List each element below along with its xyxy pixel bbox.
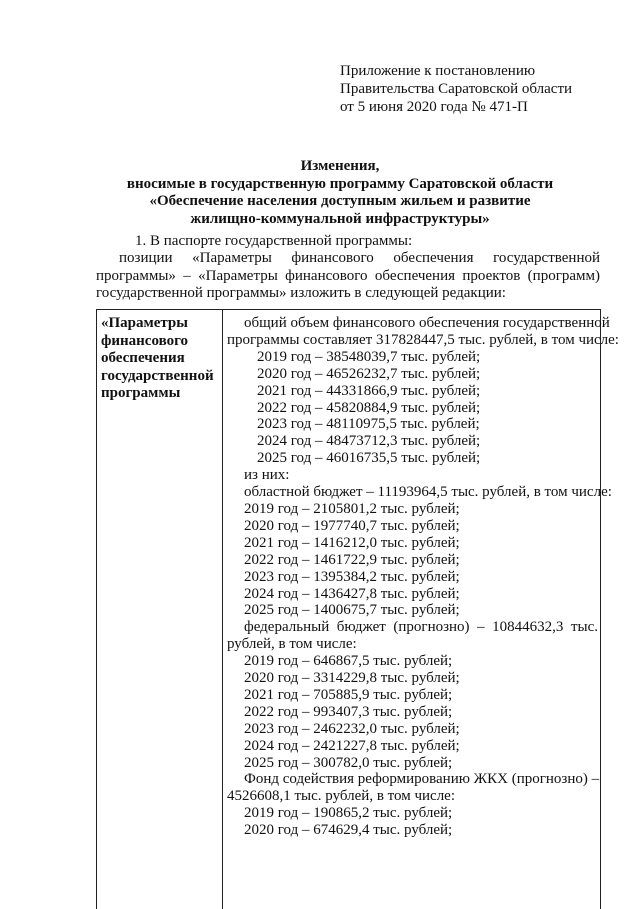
table-label-cell (97, 310, 223, 909)
year-line: 2021 год – 44331866,9 тыс. рублей; (257, 382, 481, 399)
year-line: 2025 год – 300782,0 тыс. рублей; (244, 754, 453, 771)
paragraph-line: позиции «Параметры финансового обеспечения государственной (119, 250, 600, 266)
total-line: общий объем финансового обеспечения государственной (244, 315, 610, 331)
fund-line: Фонд содействия реформированию ЖКХ (прогнозно) – (244, 771, 600, 788)
federal-line: федеральный бюджет (прогнозно) – 10844632,3 тыс. (244, 619, 598, 636)
table-value-cell (224, 310, 619, 839)
year-line: 2020 год – 46526232,7 тыс. рублей; (257, 365, 481, 382)
label-line: «Параметры (101, 315, 188, 331)
year-line: 2019 год – 190865,2 тыс. рублей; (244, 805, 453, 822)
year-line: 2019 год – 646867,5 тыс. рублей; (244, 653, 453, 670)
label-line: программы (101, 385, 181, 401)
paragraph (96, 250, 600, 303)
title-line: «Обеспечение населения доступным жильем и развитие (149, 193, 531, 209)
appendix-line: Приложение к постановлению (340, 63, 536, 79)
label-line: обеспечения (101, 350, 185, 366)
regional-line: областной бюджет – 11193964,5 тыс. рублей, в том числе: (244, 484, 612, 501)
year-line: 2022 год – 1461722,9 тыс. рублей; (244, 551, 460, 568)
paragraph-line: государственной программы» изложить в следующей редакции: (96, 285, 506, 301)
year-line: 2023 год – 48110975,5 тыс. рублей; (257, 416, 480, 433)
label-line: финансового (101, 332, 189, 349)
year-line: 2025 год – 1400675,7 тыс. рублей; (244, 602, 460, 619)
appendix-line: Правительства Саратовской области (340, 81, 573, 97)
year-line: 2022 год – 45820884,9 тыс. рублей; (257, 399, 481, 416)
year-line: 2019 год – 38548039,7 тыс. рублей; (257, 348, 481, 365)
paragraph-line: программы» – «Параметры финансового обеспечения проектов (программ) (96, 267, 600, 284)
label-line: государственной (101, 367, 214, 384)
title-line: Изменения, (300, 158, 380, 174)
year-line: 2020 год – 3314229,8 тыс. рублей; (244, 670, 460, 687)
document-title (60, 158, 620, 228)
year-line: 2024 год – 2421227,8 тыс. рублей; (244, 737, 460, 754)
year-line: 2022 год – 993407,3 тыс. рублей; (244, 703, 453, 720)
title-line: вносимые в государственную программу Саратовской области (126, 175, 554, 192)
year-line: 2020 год – 1977740,7 тыс. рублей; (244, 517, 460, 534)
finance-table (96, 309, 619, 909)
total-line: программы составляет 317828447,5 тыс. рублей, в том числе: (227, 331, 619, 348)
year-line: 2024 год – 48473712,3 тыс. рублей; (257, 433, 481, 450)
year-line: 2023 год – 2462232,0 тыс. рублей; (244, 720, 460, 737)
of-them-line: из них: (244, 467, 290, 484)
federal-line: рублей, в том числе: (227, 636, 357, 653)
appendix-header (340, 62, 572, 116)
year-line: 2024 год – 1436427,8 тыс. рублей; (244, 585, 460, 602)
fund-line: 4526608,1 тыс. рублей, в том числе: (227, 788, 456, 805)
year-line: 2020 год – 674629,4 тыс. рублей; (244, 822, 453, 839)
year-line: 2021 год – 1416212,0 тыс. рублей; (244, 534, 460, 551)
year-line: 2025 год – 46016735,5 тыс. рублей; (257, 450, 481, 467)
appendix-line: от 5 июня 2020 года № 471-П (340, 99, 528, 115)
year-line: 2019 год – 2105801,2 тыс. рублей; (244, 500, 460, 517)
title-line: жилищно-коммунальной инфраструктуры» (190, 210, 490, 227)
item-1: 1. В паспорте государственной программы: (135, 233, 413, 249)
year-line: 2021 год – 705885,9 тыс. рублей; (244, 686, 453, 703)
year-line: 2023 год – 1395384,2 тыс. рублей; (244, 568, 460, 585)
